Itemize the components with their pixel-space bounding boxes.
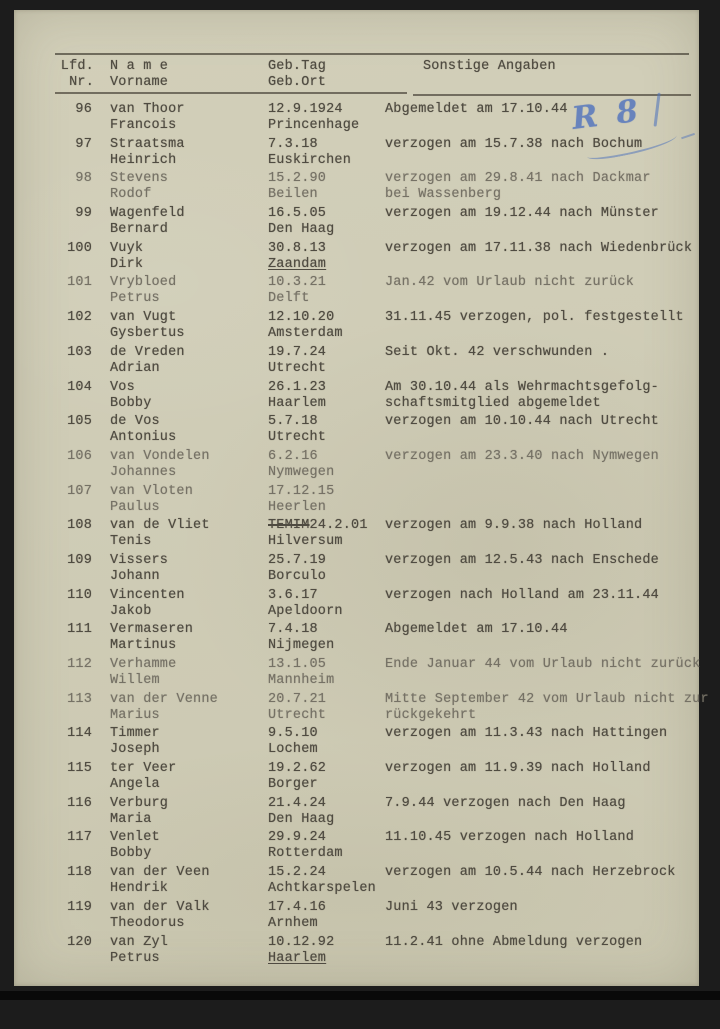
surname: Vuyk	[110, 240, 144, 256]
remarks-cell	[385, 102, 693, 118]
remarks-cell	[385, 345, 693, 361]
row-number: 108	[67, 518, 92, 534]
row-number: 104	[67, 379, 92, 395]
table-row	[55, 102, 693, 134]
name-cell	[110, 692, 268, 724]
birth-cell	[268, 588, 385, 620]
birth-date: 15.2.24	[268, 865, 327, 881]
remark-line: 11.10.45 verzogen nach Holland	[385, 830, 635, 846]
birth-date: 7.3.18	[268, 136, 318, 152]
birth-cell	[268, 380, 385, 412]
first-name: Bobby	[110, 395, 152, 411]
row-number: 111	[67, 622, 92, 638]
birth-date: 12.10.20	[268, 310, 335, 326]
row-number: 98	[75, 171, 92, 187]
birth-date: 17.4.16	[268, 899, 327, 915]
row-number: 119	[67, 899, 92, 915]
surname: de Vos	[110, 414, 160, 430]
table-row	[55, 310, 693, 342]
handwritten-mark-text: R 8	[569, 92, 644, 137]
table-row	[55, 414, 693, 446]
surname: Venlet	[110, 830, 160, 846]
name-cell	[110, 102, 268, 134]
row-number: 102	[67, 310, 92, 326]
row-number: 117	[67, 830, 92, 846]
first-name: Johannes	[110, 464, 177, 480]
surname: van der Veen	[110, 865, 210, 881]
table-row	[55, 796, 693, 828]
row-number: 118	[67, 865, 92, 881]
name-cell	[110, 796, 268, 828]
birth-date: 12.9.1924	[268, 102, 343, 117]
surname: Stevens	[110, 171, 169, 187]
remark-line: Seit Okt. 42 verschwunden .	[385, 344, 610, 360]
name-cell	[110, 414, 268, 446]
birth-date: 10.12.92	[268, 934, 335, 950]
first-name: Willem	[110, 673, 160, 688]
name-cell	[110, 137, 268, 169]
name-cell	[110, 657, 268, 689]
row-number: 96	[75, 102, 92, 117]
first-name: Petrus	[110, 291, 160, 307]
remark-line: Abgemeldet am 17.10.44	[385, 622, 568, 638]
name-cell	[110, 900, 268, 932]
table-row	[55, 380, 693, 412]
remark-line: verzogen am 11.3.43 nach Hattingen	[385, 726, 668, 742]
birth-place: Lochem	[268, 742, 318, 758]
header-nr: Nr.	[69, 75, 94, 90]
header-sonstige-angaben: Sonstige Angaben	[423, 59, 556, 74]
header-vorname: Vorname	[110, 75, 169, 90]
remark-line: schaftsmitglied abgemeldet	[385, 395, 601, 411]
first-name: Marius	[110, 707, 160, 723]
birth-cell	[268, 865, 385, 897]
birth-cell	[268, 241, 385, 273]
remark-line: verzogen am 10.10.44 nach Utrecht	[385, 414, 659, 430]
table-row	[55, 657, 701, 689]
row-number: 106	[67, 448, 92, 464]
birth-date: 20.7.21	[268, 691, 327, 707]
table-body	[14, 102, 709, 967]
remark-line: 11.2.41 ohne Abmeldung verzogen	[385, 934, 643, 950]
remark-line: Juni 43 verzogen	[385, 899, 518, 915]
birth-cell	[268, 796, 385, 828]
remark-line: verzogen am 11.9.39 nach Holland	[385, 761, 651, 777]
remarks-cell	[385, 588, 693, 604]
first-name: Paulus	[110, 499, 160, 515]
surname: van de Vliet	[110, 518, 210, 534]
birth-place: Princenhage	[268, 118, 360, 133]
birth-cell	[268, 449, 385, 481]
row-number: 115	[67, 761, 92, 777]
row-number: 113	[67, 691, 92, 707]
surname: van der Valk	[110, 899, 210, 915]
remark-line: 7.9.44 verzogen nach Den Haag	[385, 795, 626, 811]
table-row	[55, 275, 693, 307]
first-name: Angela	[110, 777, 160, 793]
remark-line: Am 30.10.44 als Wehrmachtsgefolg-	[385, 379, 659, 395]
remarks-cell	[385, 692, 709, 724]
birth-date: 17.12.15	[268, 483, 335, 499]
table-row	[55, 206, 693, 238]
birth-place: Euskirchen	[268, 152, 352, 168]
surname: Vincenten	[110, 587, 185, 603]
remarks-cell	[385, 761, 693, 777]
birth-place: Borculo	[268, 568, 327, 584]
row-number: 99	[75, 206, 92, 222]
table-row	[55, 518, 693, 550]
birth-cell	[268, 657, 385, 689]
birth-place: Apeldoorn	[268, 603, 343, 619]
remarks-cell	[385, 206, 693, 222]
surname: Vermaseren	[110, 622, 194, 638]
birth-cell	[268, 622, 385, 654]
surname: van Thoor	[110, 102, 185, 117]
birth-place: Nymwegen	[268, 464, 335, 480]
table-row	[55, 171, 693, 203]
name-cell	[110, 553, 268, 585]
header-lfd: Lfd.	[60, 59, 94, 74]
row-number: 103	[67, 344, 92, 360]
first-name: Francois	[110, 118, 177, 133]
name-cell	[110, 310, 268, 342]
remark-line: Mitte September 42 vom Urlaub nicht zur	[385, 691, 709, 707]
birth-date: 6.2.16	[268, 448, 318, 464]
table-row	[55, 726, 693, 758]
name-cell	[110, 622, 268, 654]
birth-date: 26.1.23	[268, 379, 327, 395]
birth-place: Haarlem	[268, 395, 327, 411]
table-row	[55, 553, 693, 585]
table-header	[14, 59, 699, 91]
birth-date: 21.4.24	[268, 795, 327, 811]
name-cell	[110, 171, 268, 203]
remarks-cell	[385, 900, 693, 916]
birth-place: Mannheim	[268, 673, 335, 688]
birth-place: Zaandam	[268, 256, 327, 272]
table-row	[55, 484, 693, 516]
birth-date: 3.6.17	[268, 587, 318, 603]
birth-cell	[268, 935, 385, 967]
remark-line: Jan.42 vom Urlaub nicht zurück	[385, 275, 635, 291]
remarks-cell	[385, 518, 693, 534]
remarks-cell	[385, 310, 693, 326]
first-name: Theodorus	[110, 915, 185, 931]
row-number: 101	[67, 275, 92, 291]
row-number: 116	[67, 795, 92, 811]
first-name: Hendrik	[110, 881, 169, 897]
surname: van Vugt	[110, 310, 177, 326]
header-geb-tag: Geb.Tag	[268, 59, 327, 74]
birth-cell	[268, 137, 385, 169]
birth-cell	[268, 102, 385, 134]
remarks-cell	[385, 726, 693, 742]
name-cell	[110, 588, 268, 620]
remarks-cell	[385, 935, 693, 951]
surname: Vrybloed	[110, 275, 177, 291]
scan-border-bottom	[0, 991, 720, 1000]
row-number: 97	[75, 136, 92, 152]
first-name: Tenis	[110, 534, 152, 550]
first-name: Heinrich	[110, 152, 177, 168]
surname: van Vondelen	[110, 448, 210, 464]
row-number: 120	[67, 934, 92, 950]
name-cell	[110, 449, 268, 481]
first-name: Joseph	[110, 742, 160, 758]
birth-cell	[268, 171, 385, 203]
row-number: 100	[67, 240, 92, 256]
remark-line: verzogen nach Holland am 23.11.44	[385, 587, 659, 603]
birth-place: Borger	[268, 777, 318, 793]
birth-date: 9.5.10	[268, 726, 318, 742]
table-row	[55, 137, 693, 169]
birth-cell	[268, 761, 385, 793]
birth-date: 15.2.90	[268, 171, 327, 187]
table-row	[55, 345, 693, 377]
birth-date: 19.2.62	[268, 761, 327, 777]
first-name: Martinus	[110, 638, 177, 654]
name-cell	[110, 935, 268, 967]
row-number: 114	[67, 726, 92, 742]
row-number: 105	[67, 414, 92, 430]
remark-line: Abgemeldet am 17.10.44	[385, 102, 568, 117]
birth-cell	[268, 900, 385, 932]
name-cell	[110, 275, 268, 307]
birth-place: Utrecht	[268, 430, 327, 446]
surname: Timmer	[110, 726, 160, 742]
birth-place: Rotterdam	[268, 846, 343, 862]
remarks-cell	[385, 796, 693, 812]
birth-date: 30.8.13	[268, 240, 327, 256]
remark-line: rückgekehrt	[385, 707, 477, 723]
remark-line: verzogen am 29.8.41 nach Dackmar	[385, 171, 651, 187]
remarks-cell	[385, 414, 693, 430]
surname: Vos	[110, 379, 135, 395]
header-col-name	[110, 59, 268, 91]
name-cell	[110, 380, 268, 412]
remark-line: verzogen am 23.3.40 nach Nymwegen	[385, 448, 659, 464]
header-col-sonstige	[385, 59, 691, 75]
birth-date: 13.1.05	[268, 657, 327, 672]
struck-out-text: TEMIM	[268, 518, 310, 534]
first-name: Johann	[110, 568, 160, 584]
birth-place: Hilversum	[268, 534, 343, 550]
surname: de Vreden	[110, 344, 185, 360]
birth-cell	[268, 310, 385, 342]
remarks-cell	[385, 380, 693, 412]
birth-place: Haarlem	[268, 950, 327, 966]
birth-date: 25.7.19	[268, 552, 327, 568]
table-row	[55, 588, 693, 620]
surname: van Zyl	[110, 934, 169, 950]
surname: Verburg	[110, 795, 169, 811]
first-name: Dirk	[110, 256, 144, 272]
birth-place: Arnhem	[268, 915, 318, 931]
first-name: Adrian	[110, 360, 160, 376]
birth-place: Amsterdam	[268, 326, 343, 342]
first-name: Jakob	[110, 603, 152, 619]
birth-cell	[268, 484, 385, 516]
header-bottom-rule	[55, 92, 691, 98]
birth-place: Beilen	[268, 187, 318, 203]
header-geb-ort: Geb.Ort	[268, 75, 327, 90]
remarks-cell	[385, 449, 693, 465]
name-cell	[110, 206, 268, 238]
remarks-cell	[385, 275, 693, 291]
row-number: 107	[67, 483, 92, 499]
name-cell	[110, 726, 268, 758]
document-paper	[14, 10, 709, 986]
surname: Wagenfeld	[110, 206, 185, 222]
table-row	[55, 830, 693, 862]
row-number: 112	[67, 657, 92, 672]
surname: ter Veer	[110, 761, 177, 777]
first-name: Bobby	[110, 846, 152, 862]
remark-line: verzogen am 9.9.38 nach Holland	[385, 518, 643, 534]
birth-cell	[268, 726, 385, 758]
table-row	[55, 865, 693, 897]
remark-line: verzogen am 10.5.44 nach Herzebrock	[385, 865, 676, 881]
header-col-lfd-nr	[55, 59, 110, 91]
remark-line: verzogen am 17.11.38 nach Wiedenbrück	[385, 240, 693, 256]
table-row	[55, 900, 693, 932]
birth-place: Utrecht	[268, 360, 327, 376]
birth-cell	[268, 692, 385, 724]
birth-cell	[268, 830, 385, 862]
row-number: 109	[67, 552, 92, 568]
birth-date: 7.4.18	[268, 622, 318, 638]
remark-line: Ende Januar 44 vom Urlaub nicht zurück	[385, 657, 701, 672]
birth-place: Nijmegen	[268, 638, 335, 654]
birth-date: 10.3.21	[268, 275, 327, 291]
birth-date: 29.9.24	[268, 830, 327, 846]
surname: Straatsma	[110, 136, 185, 152]
table-row	[55, 691, 709, 724]
surname: Verhamme	[110, 657, 177, 672]
first-name: Antonius	[110, 430, 177, 446]
remarks-cell	[385, 657, 700, 673]
header-name: N a m e	[110, 59, 169, 74]
remarks-cell	[385, 830, 693, 846]
remark-line: verzogen am 12.5.43 nach Enschede	[385, 552, 659, 568]
remarks-cell	[385, 622, 693, 638]
table-row	[55, 935, 693, 967]
birth-date: 16.5.05	[268, 206, 327, 222]
remarks-cell	[385, 553, 693, 569]
name-cell	[110, 761, 268, 793]
table-row	[55, 622, 693, 654]
name-cell	[110, 241, 268, 273]
name-cell	[110, 518, 268, 550]
birth-place: Delft	[268, 291, 310, 307]
table-row	[55, 241, 693, 273]
header-top-rule	[55, 53, 689, 55]
name-cell	[110, 830, 268, 862]
remarks-cell	[385, 865, 693, 881]
birth-cell	[268, 345, 385, 377]
birth-date: 5.7.18	[268, 414, 318, 430]
birth-date: 19.7.24	[268, 344, 327, 360]
first-name: Rodof	[110, 187, 152, 203]
header-col-geb	[268, 59, 385, 91]
remark-line: verzogen am 15.7.38 nach Bochum	[385, 136, 643, 152]
birth-place: Heerlen	[268, 499, 327, 515]
remarks-cell	[385, 241, 693, 257]
remarks-cell	[385, 171, 693, 203]
first-name: Maria	[110, 811, 152, 827]
birth-place: Utrecht	[268, 707, 327, 723]
row-number: 110	[67, 587, 92, 603]
first-name: Petrus	[110, 950, 160, 966]
birth-date: TEMIM24.2.01	[268, 518, 368, 534]
table-row	[55, 449, 693, 481]
first-name: Bernard	[110, 222, 169, 238]
name-cell	[110, 484, 268, 516]
remark-line: 31.11.45 verzogen, pol. festgestellt	[385, 310, 684, 326]
birth-place: Den Haag	[268, 222, 335, 238]
remark-line: verzogen am 19.12.44 nach Münster	[385, 206, 659, 222]
birth-cell	[268, 206, 385, 238]
table-row	[55, 761, 693, 793]
surname: van der Venne	[110, 691, 218, 707]
birth-place: Achtkarspelen	[268, 881, 376, 897]
remark-line: bei Wassenberg	[385, 187, 502, 203]
birth-cell	[268, 553, 385, 585]
name-cell	[110, 865, 268, 897]
first-name: Gysbertus	[110, 326, 185, 342]
surname: Vissers	[110, 552, 169, 568]
birth-cell	[268, 414, 385, 446]
name-cell	[110, 345, 268, 377]
remarks-cell	[385, 137, 693, 153]
birth-cell	[268, 275, 385, 307]
surname: van Vloten	[110, 483, 194, 499]
birth-cell	[268, 518, 385, 550]
birth-place: Den Haag	[268, 811, 335, 827]
